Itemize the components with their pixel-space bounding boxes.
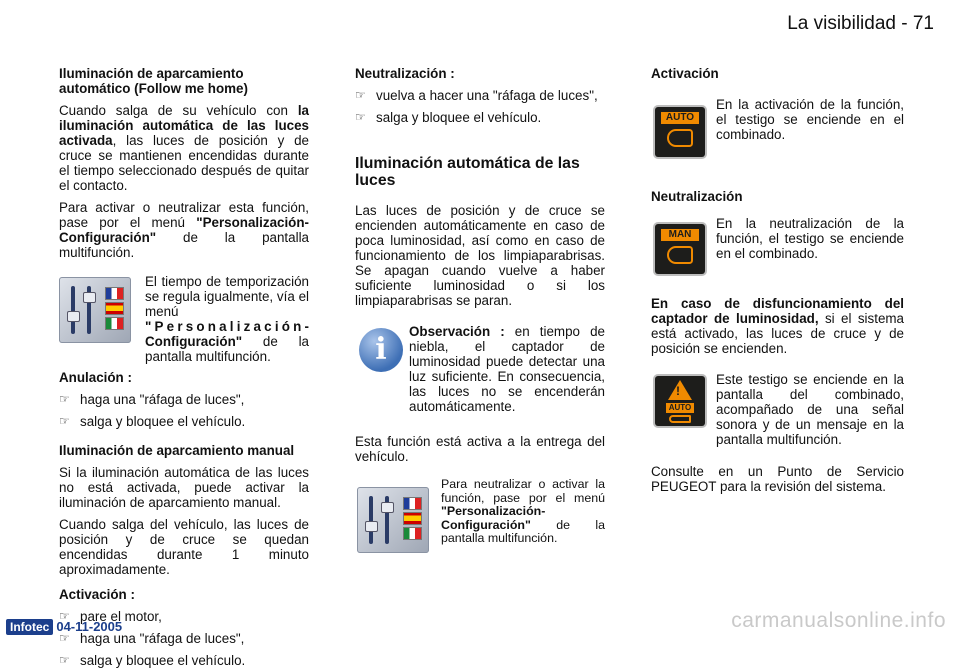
manual-lighting-paragraph-1: Si la iluminación automática de las luces no está activada, puede activar la iluminación de aparcamiento manual.: [59, 465, 309, 510]
footer: [6, 619, 122, 635]
warning-lamp-block: [651, 372, 904, 460]
automatic-lighting-paragraph: Las luces de posición y de cruce se encienden automáticamente en caso de poca luminosidad, así como en caso de funcionamiento de los limpiaparabrisas. Se apagan cuando vuelve a haber suficiente luminosidad o si los limpiaparabrisas se paran.: [355, 203, 605, 308]
deactivation-item-1: ☞ vuelva a hacer una "ráfaga de luces",: [355, 88, 605, 103]
follow-me-home-heading: Iluminación de aparcamiento automático (Follow me home): [59, 66, 248, 96]
deactivation-item-2: ☞ salga y bloquee el vehículo.: [355, 110, 605, 125]
cancel-item-1: ☞ haga una "ráfaga de luces",: [59, 392, 309, 407]
cancel-item-2: ☞ salga y bloquee el vehículo.: [59, 414, 309, 429]
footer-date: 04-11-2005: [56, 619, 123, 634]
warning-lamp-text: Este testigo se enciende en la pantalla del combinado, acompañado de una señal sonora y de un mensaje en la pantalla multifunción.: [716, 372, 904, 447]
activation-heading: Activación :: [59, 587, 135, 602]
activation-item-3: ☞ salga y bloquee el vehículo.: [59, 653, 309, 668]
warning-activation-heading: Activación: [651, 66, 719, 81]
settings-menu-icon-2: [357, 487, 429, 553]
infotec-badge: Infotec: [6, 619, 53, 635]
column-left: [59, 66, 313, 668]
timer-paragraph: El tiempo de temporización se regula igualmente, vía el menú "Personalización-Configuración" de la pantalla multifunción.: [145, 274, 313, 364]
info-icon: i: [359, 328, 403, 372]
column-right: [651, 66, 904, 494]
cancel-heading: Anulación :: [59, 370, 132, 385]
warning-auto-icon: ! AUTO: [655, 376, 705, 426]
man-lamp-icon: MAN: [655, 224, 705, 274]
activation-item-2: ☞ haga una "ráfaga de luces",: [59, 631, 309, 646]
watermark: carmanualsonline.info: [731, 609, 946, 632]
page-header: La visibilidad - 71: [787, 13, 934, 34]
neutralize-paragraph: Para neutralizar o activar la función, pase por el menú "Personalización-Configuración" de la pantalla multifunción.: [441, 477, 605, 545]
observation-block: [355, 324, 605, 414]
service-paragraph: Consulte en un Punto de Servicio PEUGEOT para la revisión del sistema.: [651, 464, 904, 494]
activation-item-1: ☞ pare el motor,: [59, 609, 309, 624]
manual-lighting-paragraph-2: Cuando salga del vehículo, las luces de posición y de cruce se quedan encendidas durante 1 minuto aproximadamente.: [59, 517, 309, 577]
man-lamp-text: En la neutralización de la función, el testigo se enciende en el combinado.: [716, 216, 904, 261]
warning-deactivation-heading: Neutralización: [651, 189, 743, 204]
column-middle: [355, 66, 605, 556]
manual-lighting-heading: Iluminación de aparcamiento manual: [59, 443, 295, 458]
menu-instruction-paragraph: Para activar o neutralizar esta función, pase por el menú "Personalización-Configuración" de la pantalla multifunción.: [59, 200, 309, 260]
observation-paragraph: Observación : en tiempo de niebla, el captador de luminosidad puede detectar una luz suficiente. En consecuencia, las luces no se encenderán automáticamente.: [409, 324, 605, 414]
malfunction-paragraph: En caso de disfuncionamiento del captador de luminosidad, si el sistema está activado, las luces de cruce y de posición se encienden.: [651, 296, 904, 356]
settings-menu-icon: [59, 277, 131, 343]
auto-lamp-icon: AUTO: [655, 107, 705, 157]
deactivation-heading: Neutralización :: [355, 66, 455, 81]
automatic-lighting-heading: Iluminación automática de las luces: [355, 155, 580, 189]
timer-block: [59, 274, 313, 364]
follow-me-home-paragraph: Cuando salga de su vehículo con la iluminación automática de las luces activada, las luces de posición y de cruce se mantienen encendidas durante el tiempo seleccionado después de quitar el contacto.: [59, 103, 309, 193]
auto-lamp-block: [651, 97, 904, 189]
man-lamp-block: [651, 216, 904, 296]
factory-default-paragraph: Esta función está activa a la entrega del vehículo.: [355, 434, 605, 464]
auto-lamp-text: En la activación de la función, el testigo se enciende en el combinado.: [716, 97, 904, 142]
neutralize-block: [355, 478, 605, 556]
